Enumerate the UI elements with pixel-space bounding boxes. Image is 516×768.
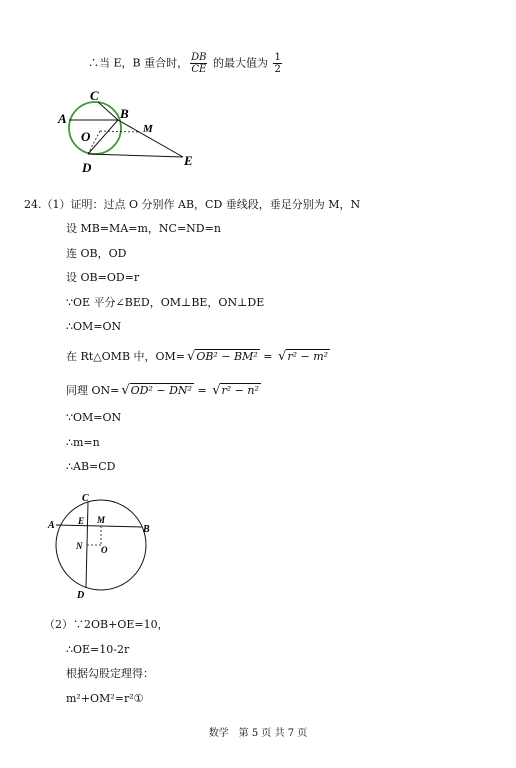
step7-radicand-2: r² − n² xyxy=(221,384,259,397)
step6-prefix: 在 Rt△OMB 中，OM= xyxy=(66,350,186,363)
label-O: O xyxy=(101,545,108,555)
label-M: M xyxy=(97,515,106,525)
top-conclusion-line xyxy=(88,52,284,75)
label-B: B xyxy=(120,106,129,121)
step-8: ∵OM=ON xyxy=(66,411,122,424)
step-9: ∴m=n xyxy=(66,436,100,449)
sqrt-symbol: √ xyxy=(187,349,196,364)
label-E: E xyxy=(184,153,193,168)
part2-line-2: ∴OE=10-2r xyxy=(66,643,130,656)
fraction-denominator: CE xyxy=(191,64,207,75)
figure-1-circle-diagram xyxy=(50,86,210,176)
label-C: C xyxy=(90,88,99,103)
fraction-max-value xyxy=(273,52,281,75)
step-1: 设 MB=MA=m，NC=ND=n xyxy=(66,222,221,235)
step-7 xyxy=(66,383,261,398)
label-B: B xyxy=(143,524,150,535)
sqrt-symbol: √ xyxy=(121,383,130,398)
sqrt-symbol: √ xyxy=(212,383,221,398)
q24-part1-header: 24.（1）证明：过点 O 分别作 AB，CD 垂线段，垂足分别为 M，N xyxy=(24,198,361,211)
label-E: E xyxy=(78,516,85,526)
label-C: C xyxy=(82,493,89,504)
step7-equals: = xyxy=(193,384,211,397)
label-A: A xyxy=(48,520,55,531)
figure-2-circle-diagram xyxy=(46,490,166,602)
step6-radicand-1: OB² − BM² xyxy=(196,350,258,363)
sqrt-symbol: √ xyxy=(278,349,287,364)
label-D: D xyxy=(77,590,85,601)
step6-radicand-2: r² − m² xyxy=(287,350,329,363)
step-4: ∵OE 平分∠BED，OM⊥BE，ON⊥DE xyxy=(66,296,265,309)
part2-line-3: 根据勾股定理得： xyxy=(66,667,154,680)
segment-BD xyxy=(88,120,118,154)
page-footer: 数学 第 5 页 共 7 页 xyxy=(208,728,308,739)
max-denominator: 2 xyxy=(274,64,281,75)
fraction-db-ce xyxy=(190,52,207,75)
segment-DE xyxy=(88,154,183,157)
dashed-OM xyxy=(100,131,138,132)
part2-line-1: （2）∵2OB+OE=10， xyxy=(44,618,169,631)
step-6 xyxy=(66,349,330,364)
label-A: A xyxy=(58,111,67,126)
step-5: ∴OM=ON xyxy=(66,320,122,333)
top-middle: 的最大值为 xyxy=(209,56,272,70)
label-D: D xyxy=(82,160,92,175)
step6-equals: = xyxy=(259,350,277,363)
step-10: ∴AB=CD xyxy=(66,460,116,473)
label-O: O xyxy=(81,129,91,144)
step7-prefix: 同理 ON= xyxy=(66,384,120,397)
label-N: N xyxy=(76,541,83,551)
step-3: 设 OB=OD=r xyxy=(66,271,140,284)
top-prefix: ∴当 E，B 重合时， xyxy=(88,56,189,70)
part2-line-4: m²+OM²=r²① xyxy=(66,692,144,705)
fraction-numerator: DB xyxy=(191,52,207,63)
max-numerator: 1 xyxy=(274,52,281,63)
chord-AB xyxy=(56,525,142,527)
label-M: M xyxy=(143,123,153,135)
step-2: 连 OB，OD xyxy=(66,247,127,260)
step7-radicand-1: OD² − DN² xyxy=(130,384,192,397)
